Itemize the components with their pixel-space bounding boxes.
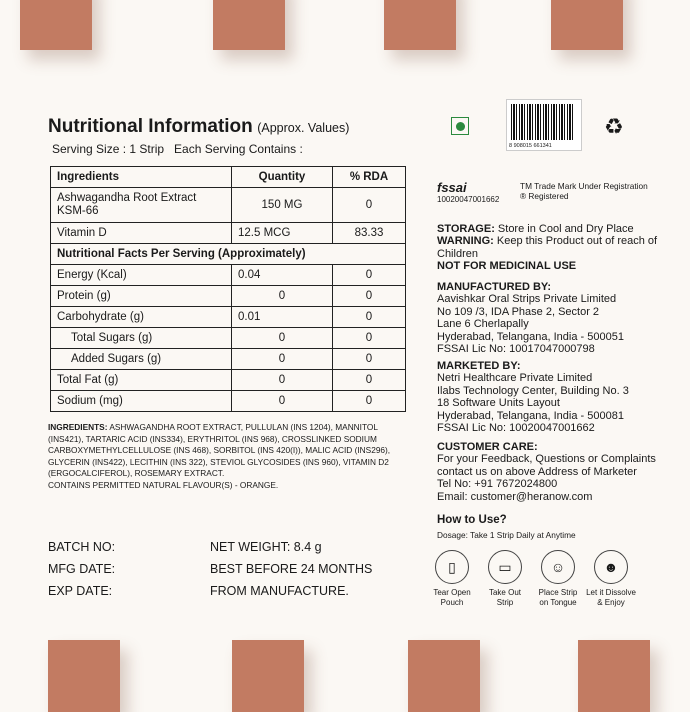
table-cell: Total Fat (g): [51, 370, 232, 391]
address-line: No 109 /3, IDA Phase 2, Sector 2: [437, 305, 600, 318]
ingredients-flavour: CONTAINS PERMITTED NATURAL FLAVOUR(S) - ORANGE.: [48, 479, 279, 490]
barcode-number: 8 908015 661341: [509, 143, 552, 149]
table-cell: 0: [232, 328, 333, 349]
fssai-logo: fssai: [437, 180, 467, 195]
table-cell: 0: [333, 328, 406, 349]
page-title: Nutritional Information: [48, 116, 253, 137]
table-row: [51, 349, 406, 370]
table-cell: 0: [232, 370, 333, 391]
exp-date-label: EXP DATE:: [48, 584, 113, 598]
strip-icon: ▭: [488, 550, 522, 584]
table-row: [51, 391, 406, 412]
trademark-note: [520, 181, 648, 201]
veg-icon: [451, 117, 469, 135]
marketer-block: [437, 360, 682, 434]
table-cell: Carbohydrate (g): [51, 307, 232, 328]
address-line: Lane 6 Cherlapally: [437, 318, 529, 331]
pouch-icon: ▯: [435, 550, 469, 584]
facts-header: Nutritional Facts Per Serving (Approximately): [51, 244, 406, 265]
decor-tile: [408, 640, 480, 712]
table-cell: Ashwagandha Root Extract KSM-66: [51, 188, 232, 223]
step-place: [533, 550, 583, 608]
how-to-title: How to Use?: [437, 514, 507, 526]
care-line: Email: customer@heranow.com: [437, 490, 593, 503]
recycle-icon: ♻: [604, 114, 624, 139]
batch-label: BATCH NO:: [48, 540, 116, 554]
address-line: 18 Software Units Layout: [437, 397, 560, 410]
table-cell: Protein (g): [51, 286, 232, 307]
table-cell: Sodium (mg): [51, 391, 232, 412]
table-header: Quantity: [232, 167, 333, 188]
table-cell: 0: [333, 370, 406, 391]
table-cell: Energy (Kcal): [51, 265, 232, 286]
title-row: [48, 116, 349, 138]
table-cell: Total Sugars (g): [51, 328, 232, 349]
barcode-icon: [506, 99, 582, 151]
table-cell: 0: [333, 286, 406, 307]
ingredients-label: INGREDIENTS:: [48, 422, 108, 432]
care-line: contact us on above Address of Marketer: [437, 465, 637, 478]
table-row: [51, 188, 406, 223]
address-line: Aavishkar Oral Strips Private Limited: [437, 293, 617, 306]
ingredients-text: ASHWAGANDHA ROOT EXTRACT, PULLULAN (INS 1204), MANNITOL (INS421), TARTARIC ACID (INS334), ERYTHRITOL (INS 968), CROSSLINKED SODIUM CARBOXYMETHYLCELLULOSE (INS 468), SORBITOL (INS 420(I)), MALIC ACID (INS296), GLYCERIN (INS422), LECITHIN (INS 322), STEVIOL GLYCOSIDES (INS 960), VITAMIN D2 (ERGOCALCIFEROL), ROSEMARY EXTRACT.: [48, 422, 391, 479]
step-tear: [427, 550, 477, 608]
table-cell: 0: [232, 286, 333, 307]
table-header: Ingredients: [51, 167, 232, 188]
step-dissolve: [586, 550, 636, 608]
step-label: Pouch: [440, 598, 464, 607]
address-line: Hyderabad, Telangana, India - 500081: [437, 409, 624, 422]
table-cell: 0.04: [232, 265, 333, 286]
storage-block: [437, 223, 682, 273]
table-cell: 0: [333, 188, 406, 223]
decor-tile: [20, 0, 92, 50]
table-cell: 0: [333, 307, 406, 328]
table-row: [51, 370, 406, 391]
step-label: & Enjoy: [597, 598, 625, 607]
table-row: [51, 307, 406, 328]
table-cell: 0: [333, 265, 406, 286]
manufactured-label: MANUFACTURED BY:: [437, 281, 552, 293]
decor-tile: [578, 640, 650, 712]
table-row: [51, 328, 406, 349]
net-weight: NET WEIGHT: 8.4 g: [210, 540, 322, 554]
warning-text: Keep this Product out of reach of Children: [437, 235, 658, 260]
table-row: [51, 286, 406, 307]
from-manufacture: FROM MANUFACTURE.: [210, 584, 349, 598]
table-cell: 0: [232, 391, 333, 412]
table-cell: Added Sugars (g): [51, 349, 232, 370]
serving-info: Serving Size : 1 Strip Each Serving Contains :: [52, 142, 303, 156]
table-cell: 0: [333, 349, 406, 370]
fssai-block: [437, 180, 499, 204]
storage-label: STORAGE:: [437, 223, 495, 235]
table-cell: 150 MG: [232, 188, 333, 223]
table-cell: 0.01: [232, 307, 333, 328]
manufacturer-block: [437, 281, 682, 355]
tongue-icon: ☺: [541, 550, 575, 584]
care-label: CUSTOMER CARE:: [437, 441, 538, 453]
table-header: % RDA: [333, 167, 406, 188]
not-medicinal: NOT FOR MEDICINAL USE: [437, 260, 577, 273]
storage-text: Store in Cool and Dry Place: [497, 223, 634, 235]
registered-text: ® Registered: [520, 191, 569, 201]
address-line: Hyderabad, Telangana, India - 500051: [437, 330, 624, 343]
care-line: For your Feedback, Questions or Complaints: [437, 453, 656, 466]
table-row: [51, 265, 406, 286]
table-cell: 0: [232, 349, 333, 370]
ingredients-list: [48, 422, 408, 492]
table-header-row: [51, 167, 406, 188]
address-line: FSSAI Lic No: 10017047000798: [437, 343, 595, 356]
step-label: on Tongue: [539, 598, 577, 607]
decor-tile: [213, 0, 285, 50]
mfg-date-label: MFG DATE:: [48, 562, 116, 576]
decor-tile: [232, 640, 304, 712]
table-cell: 12.5 MCG: [232, 223, 333, 244]
decor-tile: [384, 0, 456, 50]
address-line: FSSAI Lic No: 10020047001662: [437, 422, 595, 435]
title-subtitle: (Approx. Values): [257, 121, 350, 135]
fssai-number: 10020047001662: [437, 195, 500, 204]
step-label: Let it Dissolve: [586, 588, 636, 597]
nutrition-table: [50, 166, 406, 412]
marketed-label: MARKETED BY:: [437, 360, 521, 372]
table-cell: 0: [333, 391, 406, 412]
face-icon: ☻: [594, 550, 628, 584]
decor-tile: [551, 0, 623, 50]
decor-tile: [48, 640, 120, 712]
step-take-out: [480, 550, 530, 608]
step-label: Tear Open: [433, 588, 471, 597]
warning-label: WARNING:: [437, 235, 494, 248]
table-row: [51, 223, 406, 244]
care-line: Tel No: +91 7672024800: [437, 478, 558, 491]
step-label: Take Out: [488, 588, 521, 597]
table-cell: 83.33: [333, 223, 406, 244]
customer-care-block: [437, 441, 682, 503]
address-line: Ilabs Technology Center, Building No. 3: [437, 384, 629, 397]
dosage-text: Dosage: Take 1 Strip Daily at Anytime: [437, 530, 576, 540]
facts-header-row: [51, 244, 406, 265]
address-line: Netri Healthcare Private Limited: [437, 372, 593, 385]
step-label: Strip: [496, 598, 514, 607]
step-label: Place Strip: [538, 588, 578, 597]
table-cell: Vitamin D: [51, 223, 232, 244]
trademark-text: TM Trade Mark Under Registration: [520, 181, 648, 191]
best-before: BEST BEFORE 24 MONTHS: [210, 562, 373, 576]
